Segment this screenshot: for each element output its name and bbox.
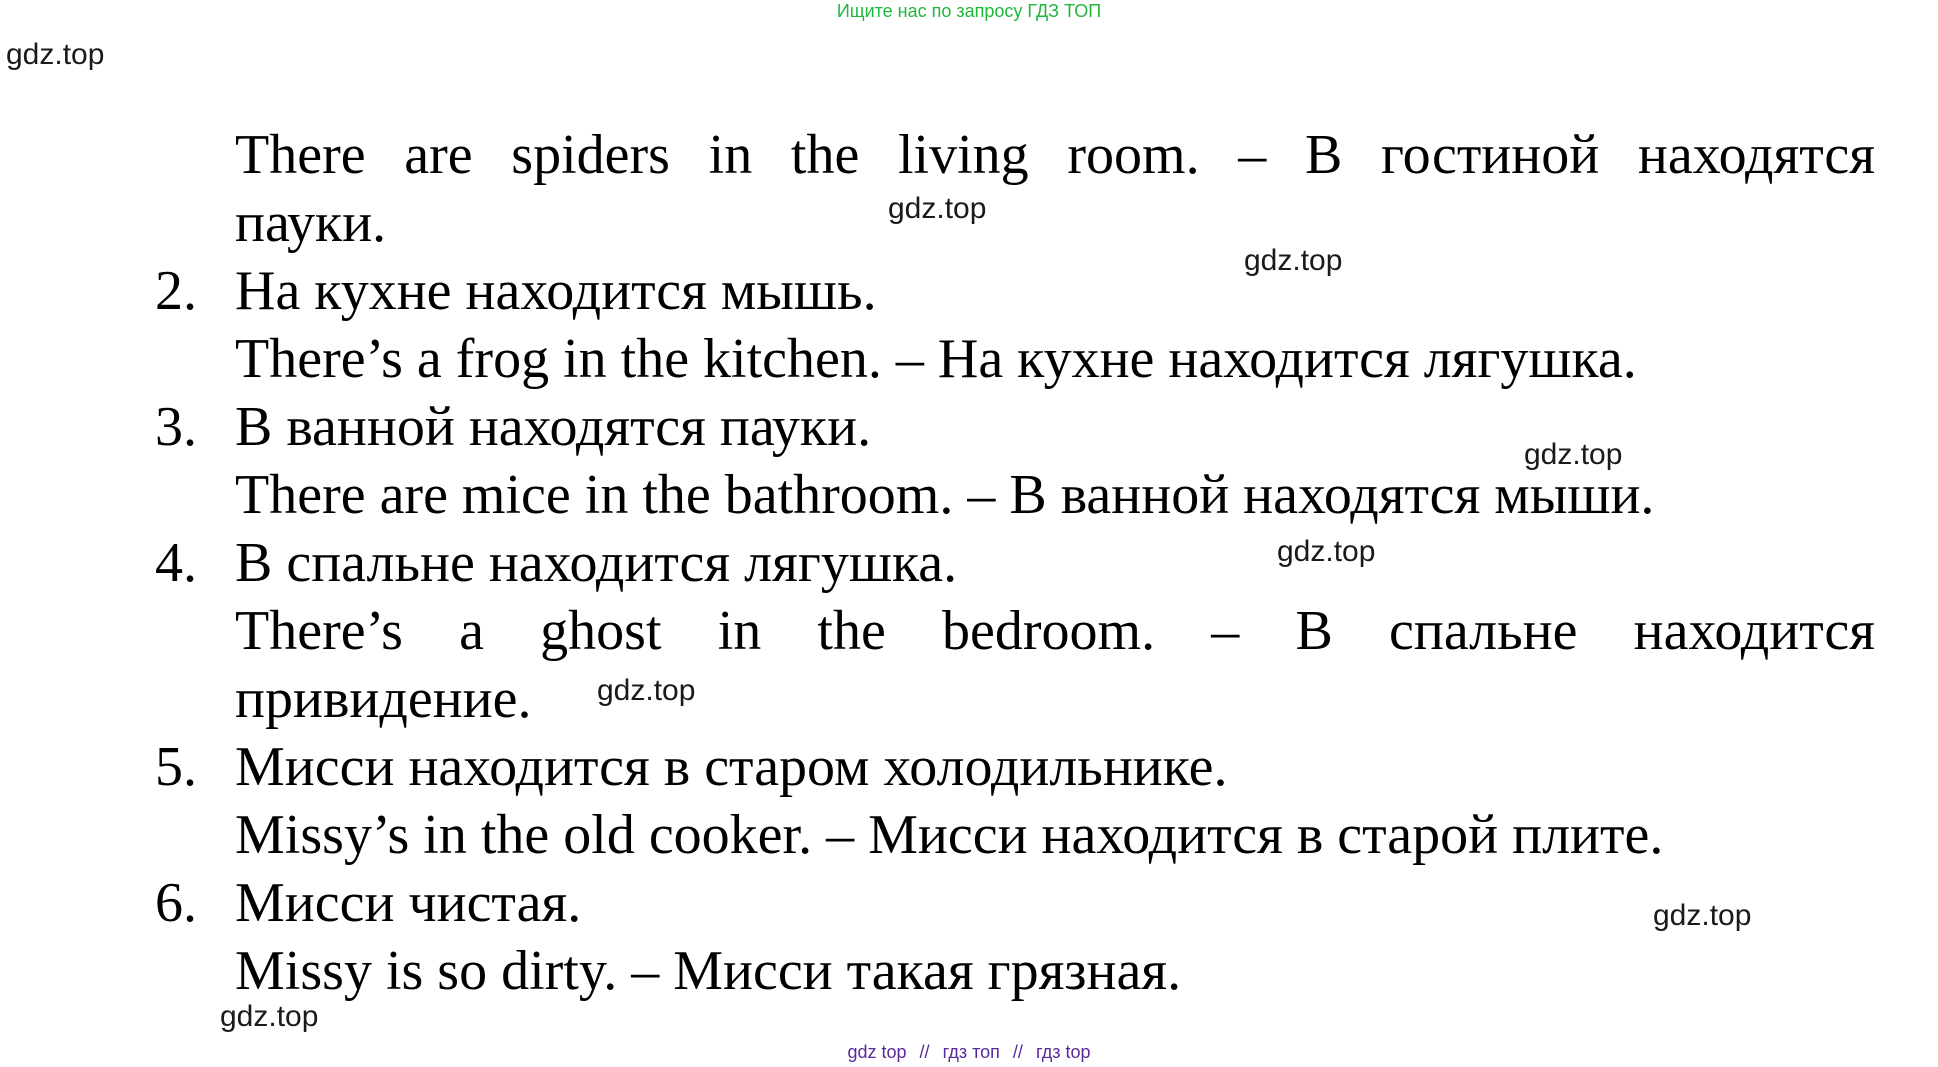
item-6-number: 6. — [155, 872, 197, 934]
footer-part-3: гдз top — [1035, 1042, 1091, 1062]
footer-part-2: гдз топ — [942, 1042, 1000, 1062]
watermark-3: gdz.top — [1524, 438, 1623, 471]
item-5-russian: Мисси находится в старом холодильнике. — [235, 736, 1228, 798]
item-2-russian: На кухне находится мышь. — [235, 260, 877, 322]
item-1-english-line-2: пауки. — [235, 192, 387, 254]
item-3-number: 3. — [155, 396, 197, 458]
item-4-number: 4. — [155, 532, 197, 594]
watermark-5: gdz.top — [597, 674, 696, 707]
top-banner: Ищите нас по запросу ГДЗ ТОП — [836, 1, 1102, 21]
watermark-6: gdz.top — [1653, 899, 1752, 932]
item-6-russian: Мисси чистая. — [235, 872, 582, 934]
watermark-4: gdz.top — [1277, 535, 1376, 568]
footer-links — [0, 1042, 1938, 1063]
item-5-number: 5. — [155, 736, 197, 798]
item-4-english-line-2: привидение. — [235, 668, 532, 730]
item-3-english: There are mice in the bathroom. – В ванной находятся мыши. — [235, 464, 1655, 526]
item-2-number: 2. — [155, 260, 197, 322]
watermark-top-left: gdz.top — [6, 38, 105, 71]
watermark-1: gdz.top — [888, 192, 987, 225]
footer-separator-1: // — [919, 1042, 930, 1062]
item-1-english-line-1: There are spiders in the living room. – В гостиной находятся — [235, 124, 1875, 186]
item-5-english: Missy’s in the old cooker. – Мисси находится в старой плите. — [235, 804, 1664, 866]
item-3-russian: В ванной находятся пауки. — [235, 396, 872, 458]
item-6-english: Missy is so dirty. – Мисси такая грязная. — [235, 940, 1182, 1002]
footer-part-1: gdz top — [847, 1042, 907, 1062]
watermark-7: gdz.top — [220, 1000, 319, 1033]
footer-separator-2: // — [1012, 1042, 1023, 1062]
item-2-english: There’s a frog in the kitchen. – На кухне находится лягушка. — [235, 328, 1637, 390]
item-4-russian: В спальне находится лягушка. — [235, 532, 958, 594]
watermark-2: gdz.top — [1244, 244, 1343, 277]
item-4-english-line-1: There’s a ghost in the bedroom. – В спальне находится — [235, 600, 1875, 662]
